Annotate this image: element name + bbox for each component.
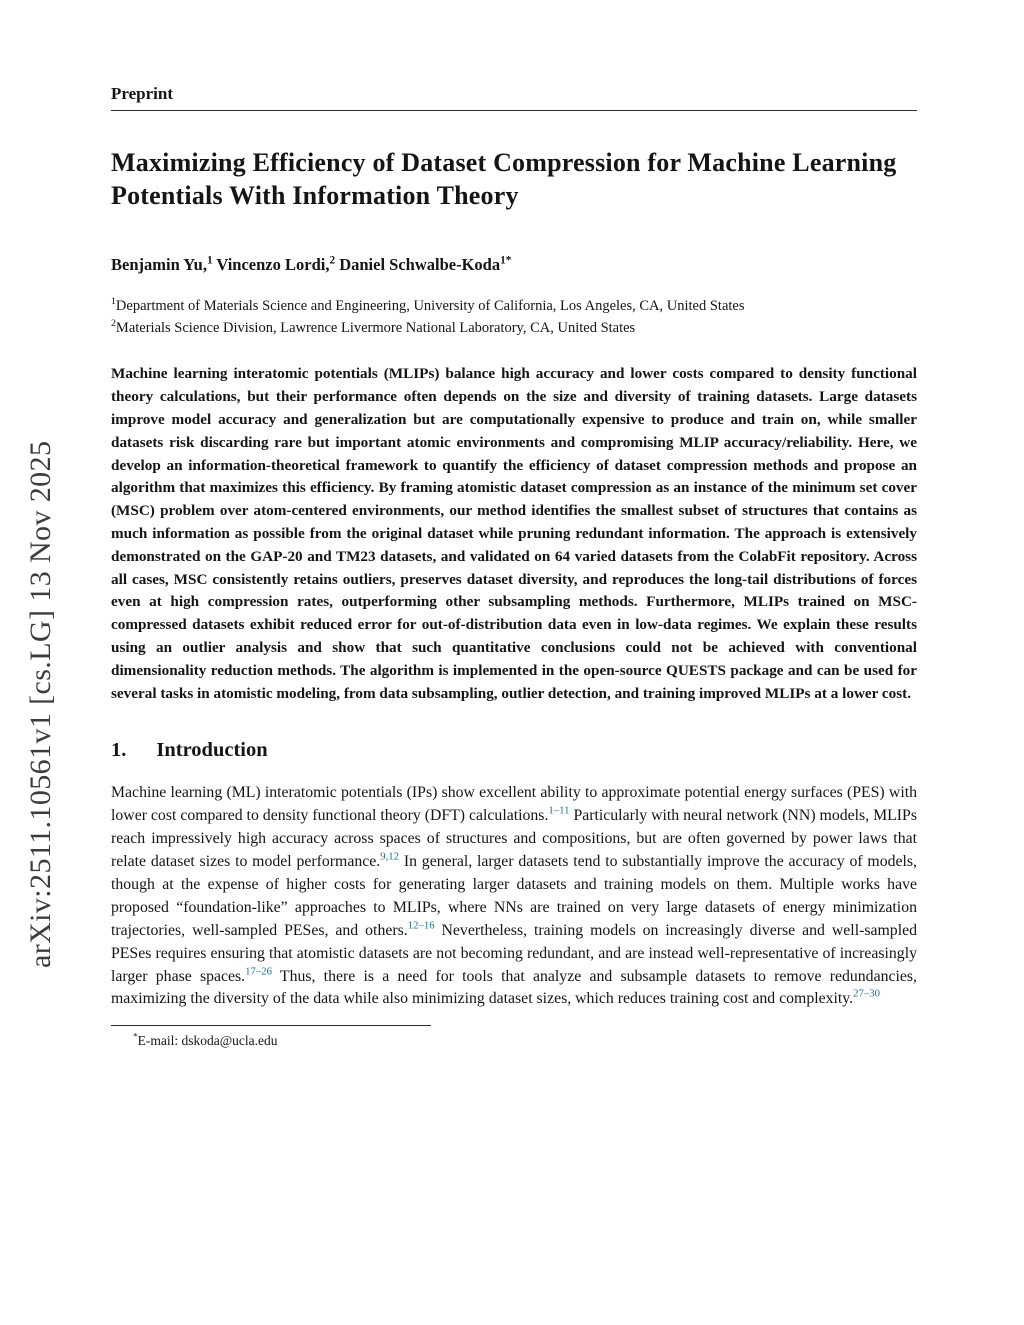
paper-title: Maximizing Efficiency of Dataset Compression for Machine Learning Potentials With Information Theory: [111, 148, 897, 210]
footnote-marker: 2: [329, 254, 336, 266]
section-heading-introduction: [111, 739, 917, 762]
citation-ref[interactable]: 12–16: [407, 919, 435, 932]
email-footnote: *E-mail: dskoda@ucla.edu: [133, 1031, 278, 1049]
paper-page: [111, 0, 917, 1049]
citation-ref[interactable]: 27–30: [853, 988, 880, 1001]
section-number: 1.: [111, 739, 127, 762]
footnote-marker: 2: [111, 318, 116, 330]
preprint-label: Preprint: [111, 84, 174, 103]
introduction-paragraph: Machine learning (ML) interatomic potentials (IPs) show excellent ability to approximate potential energy surfaces (PES) with lower cost compared to density functional theory (DFT) calculations.$^{1-11}$ Particularly with neural network (NN) models, MLIPs reach impressively high accuracy across spaces of structures and compositions, but are often governed by power laws that relate dataset sizes to model performance.$^{9,12}$ In general, larger datasets tend to substantially improve the accuracy of models, though at the expense of higher costs for generating larger datasets and training models on them. Multiple works have proposed “foundation-like” approaches to MLIPs, where NNs are trained on very large datasets of energy minimization trajectories, well-sampled PESes, and others.$^{12-16}$ Nevertheless, training models on increasingly diverse and well-sampled PESes requires ensuring that atomistic datasets are not becoming redundant, and are instead well-representative of increasingly larger phase spaces.$^{17-26}$ Thus, there is a need for tools that analyze and subsample datasets to remove redundancies, maximizing the diversity of the data while also minimizing dataset sizes, which reduces training cost and complexity.$^{27-30}$: [111, 784, 918, 1008]
footnote-rule: [111, 1025, 431, 1026]
abstract-text: Machine learning interatomic potentials (MLIPs) balance high accuracy and lower costs compared to density functional theory calculations, but their performance often depends on the size and diversity of training datasets. Large datasets improve model accuracy and generalization but are computationally expensive to produce and train on, while smaller datasets risk discarding rare but important atomic environments and compromising MLIP accuracy/reliability. Here, we develop an information-theoretical framework to quantify the efficiency of dataset compression methods and propose an algorithm that maximizes this efficiency. By framing atomistic dataset compression as an instance of the minimum set cover (MSC) problem over atom-centered environments, our method identifies the smallest subset of structures that contains as much information as possible from the original dataset while pruning redundant information. The approach is extensively demonstrated on the GAP-20 and TM23 datasets, and validated on 64 varied datasets from the ColabFit repository. Across all cases, MSC consistently retains outliers, preserves dataset diversity, and reproduces the long-tail distributions of forces even at high compression rates, outperforming other subsampling methods. Furthermore, MLIPs trained on MSC-compressed datasets exhibit reduced error for out-of-distribution data even in low-data regimes. We explain these results using an outlier analysis and show that such quantitative conclusions could not be achieved with conventional dimensionality reduction methods. The algorithm is implemented in the open-source QUESTS package and can be used for several tasks in atomistic modeling, from data subsampling, outlier detection, and training improved MLIPs at a lower cost.: [111, 365, 917, 702]
authors-line: Benjamin Yu,$^1$ Vincenzo Lordi,$^2$ Daniel Schwalbe-Koda$^{1*}$: [111, 254, 512, 274]
affiliation-1: $^1$Department of Materials Science and Engineering, University of California, Los Angeles, CA, United States: [111, 295, 745, 314]
affiliation-2: $^2$Materials Science Division, Lawrence Livermore National Laboratory, CA, United States: [111, 318, 636, 336]
footnote-marker: 1: [206, 254, 213, 266]
footnote-marker: 1: [111, 295, 116, 307]
citation-ref[interactable]: 1–11: [548, 805, 570, 818]
footnote-marker: 1*: [500, 254, 512, 266]
header-rule: [111, 110, 917, 111]
citation-ref[interactable]: 9,12: [380, 850, 400, 863]
citation-ref[interactable]: 17–26: [245, 965, 272, 978]
affiliations: [111, 295, 917, 340]
section-title: Introduction: [156, 739, 268, 762]
arxiv-watermark: arXiv:2511.10561v1 [cs.LG] 13 Nov 2025: [24, 440, 57, 968]
footnote-marker: *: [133, 1031, 138, 1042]
